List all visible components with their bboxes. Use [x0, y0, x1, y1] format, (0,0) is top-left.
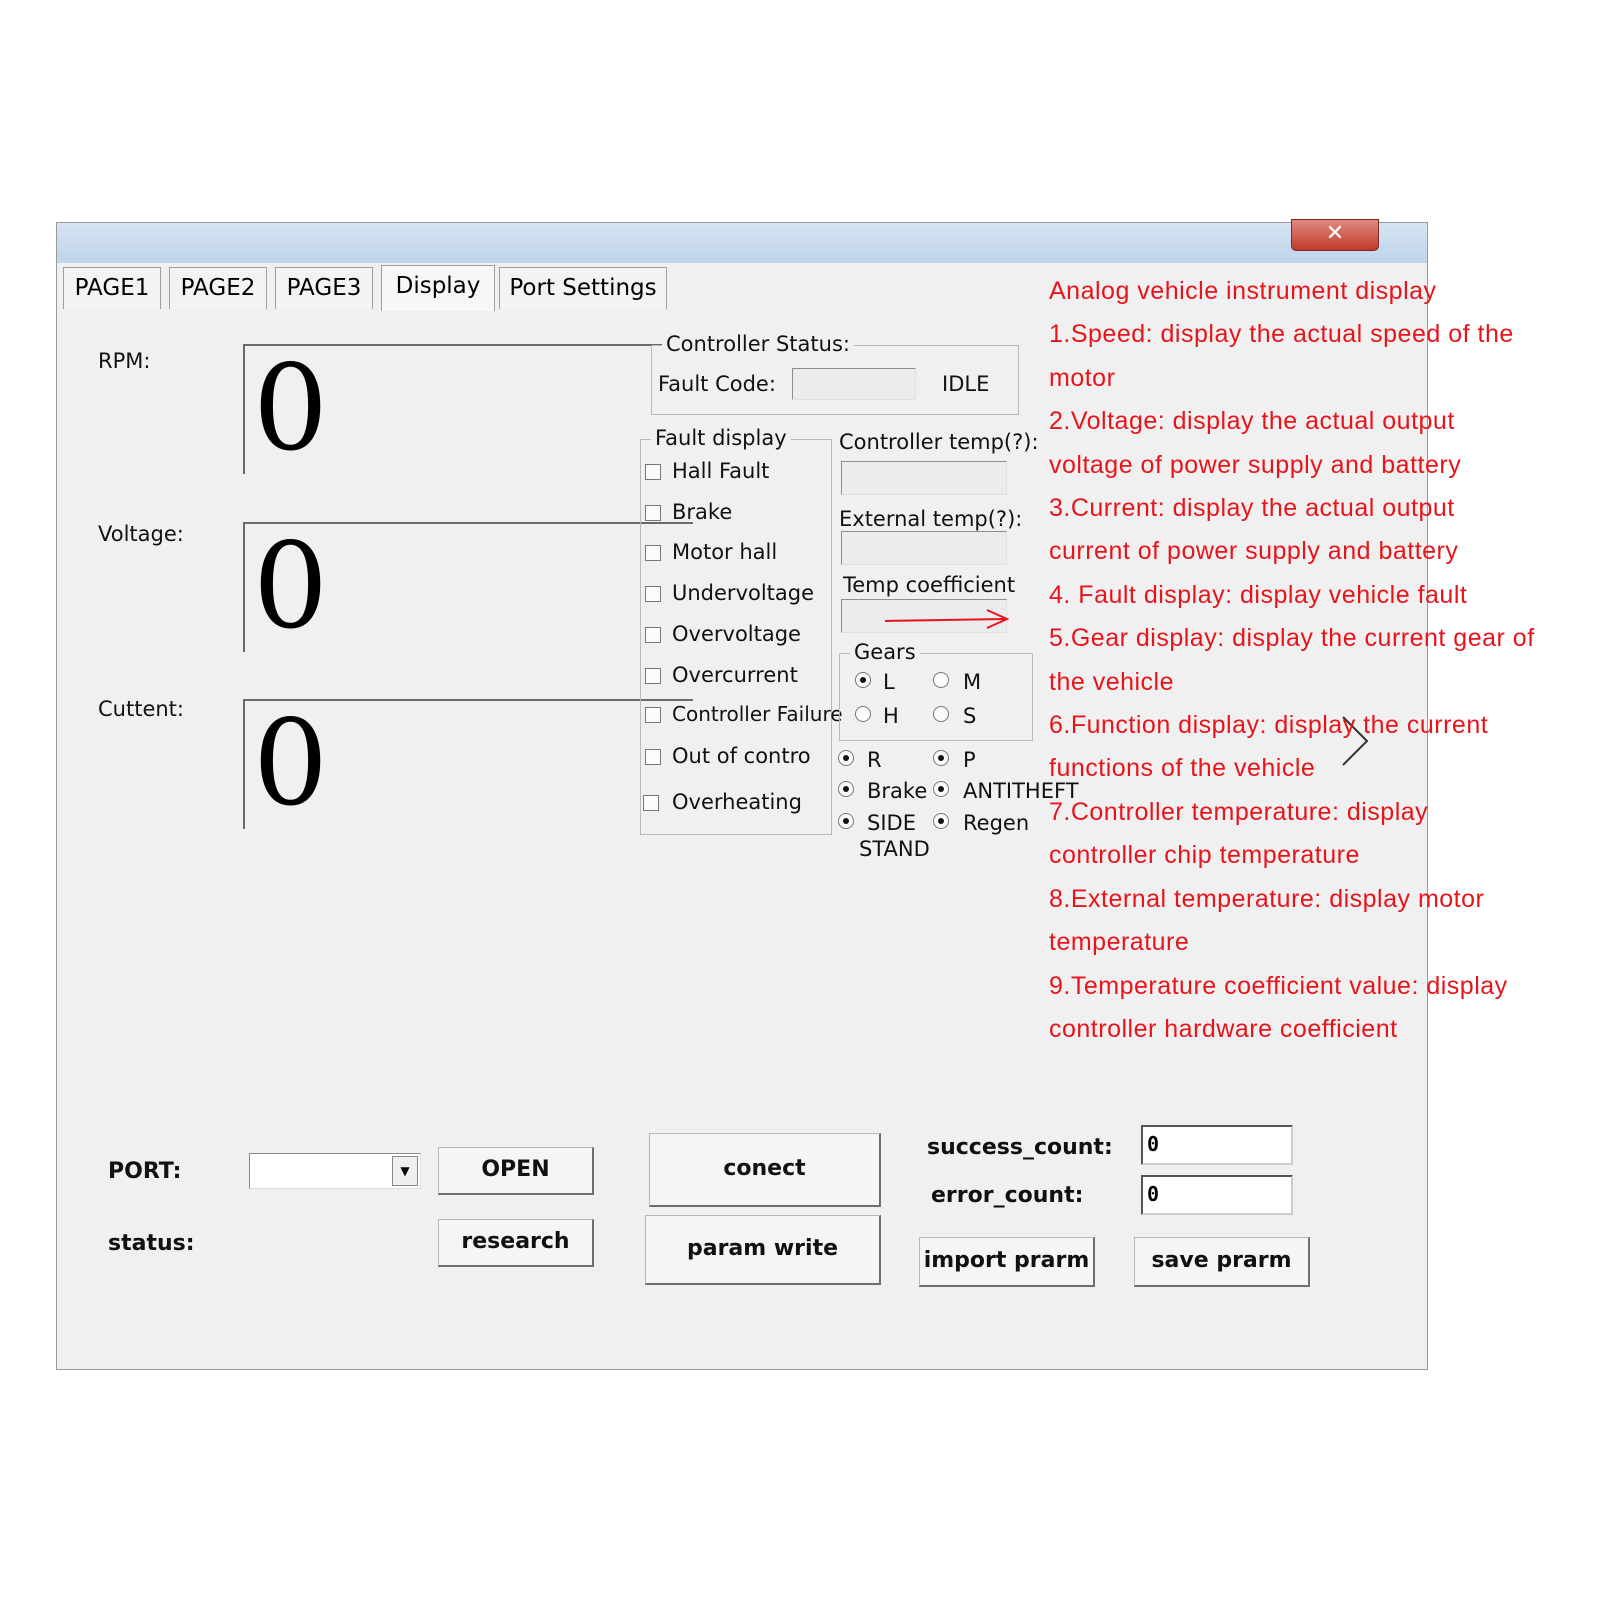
controller-status-title: Controller Status:: [662, 332, 854, 356]
controller-failure-label: Controller Failure: [672, 702, 843, 726]
function-p-radio[interactable]: [933, 750, 949, 766]
rpm-display: [243, 339, 693, 477]
tab-port-settings[interactable]: Port Settings: [499, 267, 667, 309]
gear-h-radio[interactable]: [855, 706, 871, 722]
function-r-radio[interactable]: [838, 750, 854, 766]
controller-failure-checkbox[interactable]: [645, 707, 661, 723]
annotation-line: 7.Controller temperature: display: [1049, 797, 1429, 826]
undervoltage-checkbox[interactable]: [645, 586, 661, 602]
overheating-checkbox[interactable]: [643, 795, 659, 811]
annotation-line: motor: [1049, 363, 1116, 392]
annotation-panel: [1049, 270, 1589, 1051]
title-bar: [57, 223, 1427, 263]
current-value: 0: [253, 694, 329, 832]
annotation-line: temperature: [1049, 928, 1190, 957]
tab-page2[interactable]: PAGE2: [169, 267, 267, 309]
annotation-line: 5.Gear display: display the current gear of: [1049, 624, 1535, 653]
gear-l-radio[interactable]: [855, 672, 871, 688]
annotation-line: functions of the vehicle: [1049, 754, 1316, 783]
annotation-line: current of power supply and battery: [1049, 537, 1459, 566]
controller-state: IDLE: [942, 372, 990, 396]
brake-fault-label: Brake: [672, 500, 733, 524]
error-count-field[interactable]: 0: [1141, 1175, 1293, 1215]
temp-coefficient-label: Temp coefficient: [843, 573, 1016, 597]
error-count-label: error_count:: [931, 1183, 1084, 1208]
rpm-value: 0: [253, 339, 329, 477]
gear-s-label: S: [963, 704, 977, 728]
fault-display-title: Fault display: [651, 426, 791, 450]
gears-title: Gears: [850, 640, 920, 664]
connect-button[interactable]: conect: [649, 1133, 881, 1207]
controller-temp-label: Controller temp(?):: [839, 430, 1039, 454]
motor-hall-checkbox[interactable]: [645, 545, 661, 561]
function-side-label: SIDE: [867, 811, 916, 835]
controller-temp-field: [841, 461, 1007, 495]
voltage-display: [243, 517, 693, 655]
current-display: [243, 694, 693, 832]
success-count-field[interactable]: 0: [1141, 1125, 1293, 1165]
annotation-line: 3.Current: display the actual output: [1049, 494, 1455, 523]
fault-code-field: [792, 368, 916, 400]
tab-page1[interactable]: PAGE1: [63, 267, 161, 309]
motor-hall-label: Motor hall: [672, 540, 778, 564]
external-temp-field: [841, 531, 1007, 565]
annotation-line: voltage of power supply and battery: [1049, 450, 1462, 479]
function-p-label: P: [963, 748, 976, 772]
hall-fault-checkbox[interactable]: [645, 464, 661, 480]
function-side-stand-radio[interactable]: [838, 813, 854, 829]
brake-fault-checkbox[interactable]: [645, 505, 661, 521]
annotation-line: 1.Speed: display the actual speed of the: [1049, 320, 1514, 349]
research-button[interactable]: research: [438, 1219, 594, 1267]
annotation-line: 9.Temperature coefficient value: display: [1049, 971, 1508, 1000]
tab-display[interactable]: Display: [381, 265, 495, 311]
success-count-label: success_count:: [927, 1135, 1113, 1160]
annotation-line: the vehicle: [1049, 667, 1175, 696]
status-label: status:: [108, 1231, 195, 1256]
function-r-label: R: [867, 748, 882, 772]
gear-l-label: L: [883, 670, 895, 694]
overvoltage-label: Overvoltage: [672, 622, 801, 646]
overcurrent-label: Overcurrent: [672, 663, 798, 687]
voltage-label: Voltage:: [98, 522, 184, 546]
controller-status-group: [651, 332, 1019, 415]
import-param-button[interactable]: import prarm: [919, 1237, 1095, 1287]
overheating-label: Overheating: [672, 790, 802, 814]
hall-fault-label: Hall Fault: [672, 459, 770, 483]
close-button[interactable]: ✕: [1291, 219, 1379, 251]
annotation-line: Analog vehicle instrument display: [1049, 277, 1437, 305]
undervoltage-label: Undervoltage: [672, 581, 815, 605]
external-temp-label: External temp(?):: [839, 507, 1023, 531]
gear-m-label: M: [963, 670, 982, 694]
port-label: PORT:: [108, 1159, 182, 1184]
gears-group: [839, 640, 1033, 741]
annotation-line: controller chip temperature: [1049, 841, 1360, 870]
save-param-button[interactable]: save prarm: [1134, 1237, 1310, 1287]
annotation-line: controller hardware coefficient: [1049, 1014, 1398, 1043]
function-brake-radio[interactable]: [838, 781, 854, 797]
annotation-line: 2.Voltage: display the actual output: [1049, 407, 1455, 436]
gear-m-radio[interactable]: [933, 672, 949, 688]
function-antitheft-radio[interactable]: [933, 781, 949, 797]
annotation-line: 6.Function display: display the current: [1049, 711, 1489, 740]
current-label: Cuttent:: [98, 697, 184, 721]
gear-s-radio[interactable]: [933, 706, 949, 722]
chevron-down-icon[interactable]: ▼: [392, 1156, 418, 1186]
fault-code-label: Fault Code:: [658, 372, 776, 396]
port-select[interactable]: [249, 1153, 421, 1189]
function-antitheft-label: ANTITHEFT: [963, 779, 1079, 803]
annotation-line: 4. Fault display: display vehicle fault: [1049, 580, 1468, 609]
function-stand-label: STAND: [859, 837, 930, 861]
rpm-label: RPM:: [98, 349, 151, 373]
function-regen-radio[interactable]: [933, 813, 949, 829]
overcurrent-checkbox[interactable]: [645, 668, 661, 684]
overvoltage-checkbox[interactable]: [645, 627, 661, 643]
function-brake-label: Brake: [867, 779, 928, 803]
out-of-control-label: Out of contro: [672, 744, 811, 768]
out-of-control-checkbox[interactable]: [645, 749, 661, 765]
voltage-value: 0: [253, 517, 329, 655]
param-write-button[interactable]: param write: [645, 1215, 881, 1285]
tab-page3[interactable]: PAGE3: [275, 267, 373, 309]
annotation-line: 8.External temperature: display motor: [1049, 884, 1485, 913]
function-regen-label: Regen: [963, 811, 1030, 835]
temp-coefficient-arrow-icon: [883, 607, 1013, 631]
gear-h-label: H: [883, 704, 899, 728]
open-button[interactable]: OPEN: [438, 1147, 594, 1195]
